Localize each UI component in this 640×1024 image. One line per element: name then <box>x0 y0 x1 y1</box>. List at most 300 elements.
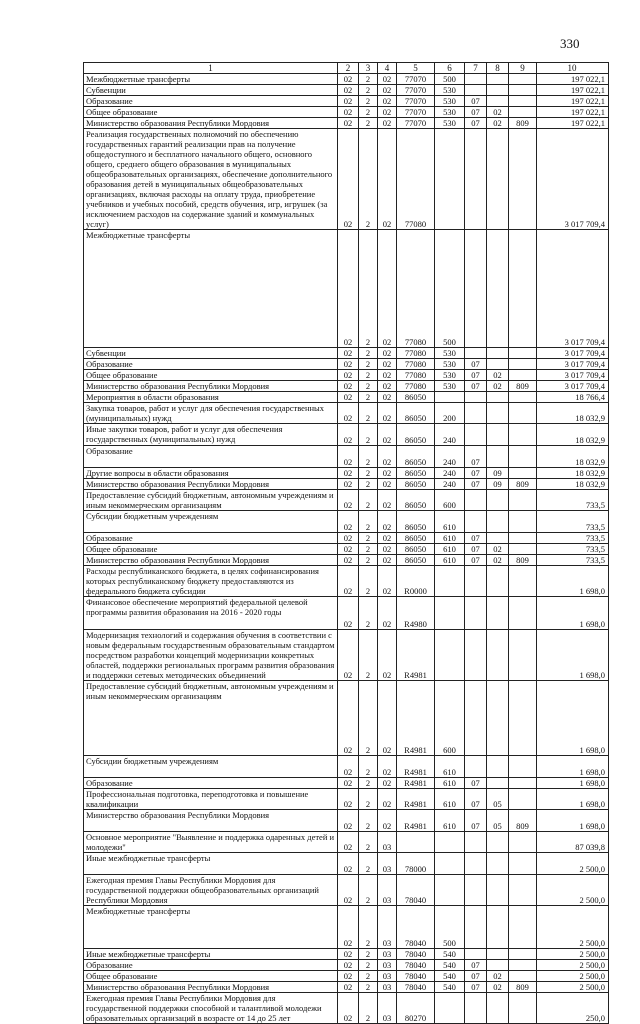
table-cell <box>465 597 487 630</box>
table-cell: Образование <box>84 359 338 370</box>
table-cell <box>465 129 487 230</box>
table-row <box>84 982 609 993</box>
table-cell: Предоставление субсидий бюджетным, автономным учреждениям и иным некоммерческим организациям <box>84 490 338 511</box>
table-cell: 610 <box>435 756 465 778</box>
table-row <box>84 810 609 832</box>
table-cell: R4981 <box>397 630 435 681</box>
table-cell: Закупка товаров, работ и услуг для обеспечения государственных (муниципальных) нужд <box>84 403 338 424</box>
table-cell: R4981 <box>397 681 435 756</box>
table-cell: Расходы республиканского бюджета, в целях софинансирования которых республиканскому бюджету предоставляются из федерального бюджета субсидии <box>84 566 338 597</box>
table-cell: 2 <box>359 74 378 85</box>
table-cell <box>509 490 537 511</box>
table-cell: 07 <box>465 810 487 832</box>
table-cell: 2 500,0 <box>537 960 609 971</box>
table-cell: 02 <box>487 381 509 392</box>
table-cell: 02 <box>378 118 397 129</box>
table-cell: 09 <box>487 468 509 479</box>
table-cell: 02 <box>487 118 509 129</box>
table-cell: 02 <box>338 681 359 756</box>
table-row <box>84 630 609 681</box>
table-row <box>84 789 609 810</box>
table-cell <box>487 490 509 511</box>
table-cell: 1 698,0 <box>537 789 609 810</box>
table-cell: 809 <box>509 982 537 993</box>
table-cell <box>509 446 537 468</box>
table-cell: 2 <box>359 359 378 370</box>
table-cell: 1 698,0 <box>537 778 609 789</box>
table-cell: 77070 <box>397 118 435 129</box>
table-row <box>84 446 609 468</box>
table-cell <box>509 107 537 118</box>
table-cell: 07 <box>465 359 487 370</box>
table-cell: Профессиональная подготовка, переподготовка и повышение квалификации <box>84 789 338 810</box>
table-cell: 733,5 <box>537 533 609 544</box>
table-cell <box>509 511 537 533</box>
table-cell: 530 <box>435 85 465 96</box>
table-cell: Общее образование <box>84 544 338 555</box>
table-cell: 02 <box>487 555 509 566</box>
table-cell: 2 <box>359 756 378 778</box>
table-cell: 2 <box>359 566 378 597</box>
table-cell: Реализация государственных полномочий по обеспечению государственных гарантий реализации прав на получение общедоступного и бесплатного начального общего, основного общего, среднего общего образования в муниципальных общеобразовательных организациях, обеспечение дополнительного образования детей в муниципальных общеобразовательных организациях, включая расходы на оплату труда, приобретение учебников и учебных пособий, средств обучения, игр, игрушек (за исключением расходов на содержание зданий и коммунальных услуг) <box>84 129 338 230</box>
table-cell: 500 <box>435 74 465 85</box>
table-cell: 2 <box>359 490 378 511</box>
table-cell: 02 <box>487 107 509 118</box>
header-cell: 6 <box>435 63 465 74</box>
table-cell <box>465 832 487 853</box>
table-cell: 02 <box>338 949 359 960</box>
table-cell: 3 017 709,4 <box>537 129 609 230</box>
table-row <box>84 566 609 597</box>
table-cell: 02 <box>378 544 397 555</box>
table-cell: 2 <box>359 949 378 960</box>
table-cell <box>487 778 509 789</box>
table-cell: Субсидии бюджетным учреждениям <box>84 511 338 533</box>
table-cell: 2 <box>359 533 378 544</box>
table-row <box>84 96 609 107</box>
table-cell: 87 039,8 <box>537 832 609 853</box>
table-cell <box>509 971 537 982</box>
table-cell: 07 <box>465 381 487 392</box>
table-cell: 240 <box>435 468 465 479</box>
page-number: 330 <box>560 36 580 51</box>
table-cell: Иные закупки товаров, работ и услуг для обеспечения государственных (муниципальных) нужд <box>84 424 338 446</box>
table-cell: 530 <box>435 348 465 359</box>
table-cell <box>465 490 487 511</box>
table-cell: 240 <box>435 479 465 490</box>
table-cell: 2 <box>359 381 378 392</box>
table-row <box>84 107 609 118</box>
table-cell: 2 <box>359 85 378 96</box>
table-cell: 07 <box>465 544 487 555</box>
table-cell <box>509 96 537 107</box>
table-cell <box>465 74 487 85</box>
table-cell <box>435 875 465 906</box>
table-cell: Министерство образования Республики Мордовия <box>84 381 338 392</box>
table-cell: 2 <box>359 555 378 566</box>
table-row <box>84 479 609 490</box>
table-cell: 02 <box>338 960 359 971</box>
table-cell: 2 <box>359 468 378 479</box>
table-cell: 02 <box>338 118 359 129</box>
table-cell: 733,5 <box>537 511 609 533</box>
table-cell: 07 <box>465 960 487 971</box>
table-cell: 02 <box>338 511 359 533</box>
table-cell: 02 <box>487 982 509 993</box>
table-cell <box>487 129 509 230</box>
table-cell: 03 <box>378 993 397 1024</box>
table-cell <box>487 681 509 756</box>
table-cell <box>509 832 537 853</box>
table-cell: 09 <box>487 479 509 490</box>
table-cell: 02 <box>338 993 359 1024</box>
table-cell: 07 <box>465 107 487 118</box>
table-cell <box>465 630 487 681</box>
table-row <box>84 403 609 424</box>
table-cell <box>509 392 537 403</box>
table-cell: 78040 <box>397 971 435 982</box>
table-cell: 07 <box>465 468 487 479</box>
table-cell: 610 <box>435 555 465 566</box>
table-cell: 2 <box>359 424 378 446</box>
table-cell: 2 <box>359 96 378 107</box>
table-cell: 02 <box>338 544 359 555</box>
table-cell: 07 <box>465 96 487 107</box>
table-row <box>84 778 609 789</box>
table-cell: 240 <box>435 424 465 446</box>
table-cell <box>465 403 487 424</box>
table-cell: 809 <box>509 810 537 832</box>
table-cell <box>487 756 509 778</box>
table-cell: 86050 <box>397 468 435 479</box>
table-cell: Образование <box>84 533 338 544</box>
table-cell: 02 <box>378 370 397 381</box>
table-cell <box>465 756 487 778</box>
table-cell: 2 <box>359 230 378 348</box>
table-cell: 02 <box>487 971 509 982</box>
table-row <box>84 370 609 381</box>
table-cell: 2 <box>359 630 378 681</box>
table-cell: 86050 <box>397 511 435 533</box>
table-cell: 07 <box>465 778 487 789</box>
table-cell: 78040 <box>397 875 435 906</box>
header-cell: 1 <box>84 63 338 74</box>
table-row <box>84 129 609 230</box>
table-cell: Иные межбюджетные трансферты <box>84 853 338 875</box>
table-cell: 86050 <box>397 403 435 424</box>
table-cell: Образование <box>84 960 338 971</box>
table-cell: Общее образование <box>84 370 338 381</box>
table-cell: 03 <box>378 982 397 993</box>
table-cell: 197 022,1 <box>537 85 609 96</box>
table-cell: Межбюджетные трансферты <box>84 230 338 348</box>
table-cell: 07 <box>465 789 487 810</box>
table-cell: 2 <box>359 511 378 533</box>
table-cell: 2 <box>359 778 378 789</box>
header-cell: 2 <box>338 63 359 74</box>
table-cell: 610 <box>435 789 465 810</box>
table-cell: 80270 <box>397 993 435 1024</box>
table-cell: 03 <box>378 960 397 971</box>
table-row <box>84 392 609 403</box>
table-cell: 18 032,9 <box>537 479 609 490</box>
table-cell: 530 <box>435 381 465 392</box>
table-row <box>84 993 609 1024</box>
table-cell: Другие вопросы в области образования <box>84 468 338 479</box>
table-cell: 733,5 <box>537 544 609 555</box>
table-cell: 03 <box>378 832 397 853</box>
table-row <box>84 533 609 544</box>
table-cell: 250,0 <box>537 993 609 1024</box>
table-cell: 2 <box>359 681 378 756</box>
table-cell: 03 <box>378 853 397 875</box>
table-cell <box>435 993 465 1024</box>
table-cell <box>465 511 487 533</box>
table-cell: 2 500,0 <box>537 906 609 949</box>
table-cell: 86050 <box>397 544 435 555</box>
table-cell <box>487 853 509 875</box>
table-row <box>84 853 609 875</box>
table-cell: Ежегодная премия Главы Республики Мордовия для государственной поддержки способной и талантливой молодежи образовательных организаций в возрасте от 14 до 25 лет <box>84 993 338 1024</box>
table-cell: 1 698,0 <box>537 756 609 778</box>
table-cell <box>487 424 509 446</box>
table-cell <box>509 681 537 756</box>
table-cell: 02 <box>487 370 509 381</box>
table-cell <box>487 446 509 468</box>
table-cell <box>487 74 509 85</box>
table-cell <box>487 993 509 1024</box>
table-cell: R4980 <box>397 597 435 630</box>
table-cell <box>509 533 537 544</box>
table-cell: 02 <box>378 348 397 359</box>
table-cell: 2 <box>359 129 378 230</box>
table-cell: 02 <box>338 853 359 875</box>
table-cell: 2 <box>359 403 378 424</box>
table-cell: 240 <box>435 446 465 468</box>
table-row <box>84 949 609 960</box>
table-cell: 02 <box>338 359 359 370</box>
table-cell <box>509 949 537 960</box>
table-cell <box>435 129 465 230</box>
table-cell: 02 <box>378 74 397 85</box>
table-cell: 18 032,9 <box>537 424 609 446</box>
table-cell: 07 <box>465 479 487 490</box>
table-cell <box>465 85 487 96</box>
table-cell: 540 <box>435 982 465 993</box>
table-row <box>84 230 609 348</box>
table-row <box>84 468 609 479</box>
table-cell <box>487 85 509 96</box>
table-cell: 77070 <box>397 107 435 118</box>
table-cell: 03 <box>378 875 397 906</box>
table-cell: 02 <box>338 74 359 85</box>
table-cell: Ежегодная премия Главы Республики Мордовия для государственной поддержки общеобразовательных организаций Республики Мордовия <box>84 875 338 906</box>
table-cell: Министерство образования Республики Мордовия <box>84 810 338 832</box>
table-cell: 540 <box>435 949 465 960</box>
table-cell: 2 500,0 <box>537 853 609 875</box>
table-cell: 1 698,0 <box>537 810 609 832</box>
table-cell: 02 <box>378 681 397 756</box>
table-cell <box>465 993 487 1024</box>
table-cell: 03 <box>378 906 397 949</box>
table-cell: 02 <box>378 756 397 778</box>
table-cell: 86050 <box>397 479 435 490</box>
table-cell: 02 <box>378 129 397 230</box>
table-cell: 3 017 709,4 <box>537 381 609 392</box>
table-cell: 02 <box>338 597 359 630</box>
table-cell <box>487 392 509 403</box>
table-cell: 02 <box>378 381 397 392</box>
table-cell: 07 <box>465 971 487 982</box>
table-cell: 02 <box>378 778 397 789</box>
table-cell: 07 <box>465 533 487 544</box>
table-cell: 02 <box>378 96 397 107</box>
table-cell <box>509 359 537 370</box>
table-cell <box>509 468 537 479</box>
table-cell: 78000 <box>397 853 435 875</box>
table-cell <box>509 566 537 597</box>
table-cell: 07 <box>465 370 487 381</box>
table-cell: 02 <box>338 789 359 810</box>
table-cell <box>509 129 537 230</box>
table-cell <box>509 424 537 446</box>
budget-table <box>83 62 609 1024</box>
table-cell: 02 <box>338 424 359 446</box>
table-cell: 03 <box>378 971 397 982</box>
table-cell <box>435 566 465 597</box>
table-cell: 3 017 709,4 <box>537 359 609 370</box>
table-cell: 78040 <box>397 906 435 949</box>
table-cell: 2 <box>359 993 378 1024</box>
table-row <box>84 118 609 129</box>
table-cell <box>509 348 537 359</box>
table-cell: 530 <box>435 96 465 107</box>
table-cell: 1 698,0 <box>537 681 609 756</box>
table-cell: 1 698,0 <box>537 630 609 681</box>
table-cell: 2 <box>359 832 378 853</box>
table-cell: Межбюджетные трансферты <box>84 74 338 85</box>
table-cell: 02 <box>378 468 397 479</box>
table-cell: 600 <box>435 681 465 756</box>
header-cell: 9 <box>509 63 537 74</box>
table-cell: 02 <box>338 566 359 597</box>
table-row <box>84 359 609 370</box>
table-cell: 77080 <box>397 381 435 392</box>
table-cell <box>509 853 537 875</box>
table-cell <box>487 403 509 424</box>
header-cell: 4 <box>378 63 397 74</box>
table-cell: 18 032,9 <box>537 468 609 479</box>
table-cell <box>487 566 509 597</box>
table-cell: Финансовое обеспечение мероприятий федеральной целевой программы развития образования на 2016 - 2020 годы <box>84 597 338 630</box>
table-cell: 02 <box>378 85 397 96</box>
table-cell: 610 <box>435 810 465 832</box>
table-cell: 733,5 <box>537 555 609 566</box>
table-row <box>84 490 609 511</box>
table-row <box>84 424 609 446</box>
table-cell: 02 <box>378 511 397 533</box>
table-cell <box>487 960 509 971</box>
table-cell: 86050 <box>397 490 435 511</box>
table-cell: 530 <box>435 370 465 381</box>
table-cell: R4981 <box>397 778 435 789</box>
table-cell: 530 <box>435 118 465 129</box>
table-cell: 77080 <box>397 230 435 348</box>
table-row <box>84 756 609 778</box>
table-cell: 02 <box>338 533 359 544</box>
table-cell <box>487 96 509 107</box>
table-cell: 02 <box>338 756 359 778</box>
table-cell: 2 <box>359 107 378 118</box>
table-cell: R4981 <box>397 789 435 810</box>
table-cell: 02 <box>338 906 359 949</box>
table-row <box>84 597 609 630</box>
table-cell: Субсидии бюджетным учреждениям <box>84 756 338 778</box>
table-cell: 77080 <box>397 370 435 381</box>
table-cell: 2 500,0 <box>537 949 609 960</box>
table-cell: 02 <box>338 446 359 468</box>
table-cell <box>465 875 487 906</box>
table-cell: 02 <box>338 971 359 982</box>
table-cell: 02 <box>338 348 359 359</box>
table-cell <box>509 875 537 906</box>
table-cell <box>487 949 509 960</box>
table-cell <box>509 789 537 810</box>
table-cell <box>465 853 487 875</box>
table-cell: 77070 <box>397 85 435 96</box>
table-cell: 02 <box>378 533 397 544</box>
table-cell: 2 500,0 <box>537 982 609 993</box>
table-cell <box>509 403 537 424</box>
table-cell: R4981 <box>397 756 435 778</box>
table-cell: 05 <box>487 810 509 832</box>
table-cell <box>487 906 509 949</box>
table-row <box>84 85 609 96</box>
table-cell: Иные межбюджетные трансферты <box>84 949 338 960</box>
table-cell: 197 022,1 <box>537 107 609 118</box>
table-cell: 197 022,1 <box>537 96 609 107</box>
table-cell: 03 <box>378 949 397 960</box>
table-cell: 86050 <box>397 533 435 544</box>
table-cell: 07 <box>465 118 487 129</box>
table-cell: Межбюджетные трансферты <box>84 906 338 949</box>
table-cell: 77080 <box>397 348 435 359</box>
table-cell: 1 698,0 <box>537 597 609 630</box>
table-cell: 86050 <box>397 424 435 446</box>
table-cell: 78040 <box>397 960 435 971</box>
table-cell: 02 <box>378 403 397 424</box>
table-cell: Общее образование <box>84 971 338 982</box>
table-cell <box>509 778 537 789</box>
table-cell <box>487 230 509 348</box>
table-cell: Субвенции <box>84 85 338 96</box>
table-row <box>84 555 609 566</box>
table-cell <box>509 756 537 778</box>
table-cell: 05 <box>487 789 509 810</box>
table-cell: 733,5 <box>537 490 609 511</box>
table-cell: 02 <box>378 555 397 566</box>
table-cell: Министерство образования Республики Мордовия <box>84 982 338 993</box>
table-cell <box>487 832 509 853</box>
table-cell: 2 500,0 <box>537 971 609 982</box>
table-cell: 2 <box>359 118 378 129</box>
table-cell <box>465 906 487 949</box>
table-cell: 77070 <box>397 96 435 107</box>
table-cell: 2 500,0 <box>537 875 609 906</box>
table-cell: 500 <box>435 230 465 348</box>
table-cell: 600 <box>435 490 465 511</box>
table-cell: 530 <box>435 107 465 118</box>
